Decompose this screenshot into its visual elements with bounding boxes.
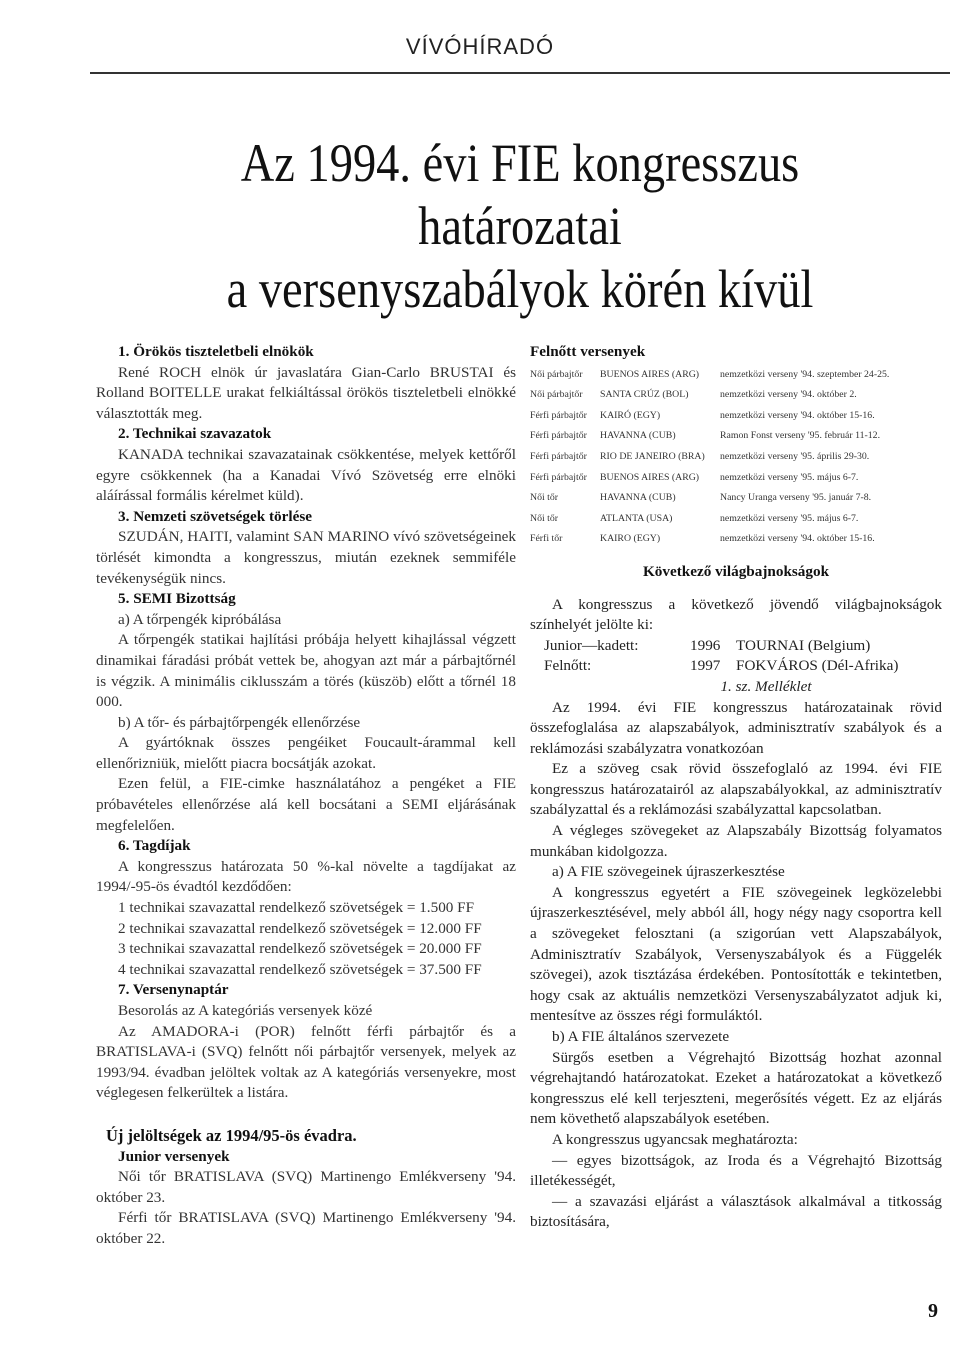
section-6-text: A kongresszus határozata 50 %-kal növelte a tagdíjakat az 1994/-95-ös évadtól kezdődően: xyxy=(96,857,516,896)
adult-event-cat: Női párbajtőr xyxy=(530,368,583,380)
section-7-heading: 7. Versenynaptár xyxy=(118,981,229,999)
annex-dash-item: — egyes bizottságok, az Iroda és a Végrehajtó Bizottság illetékességét, xyxy=(530,1151,942,1190)
adult-event-event: nemzetközi verseny '95. május 6-7. xyxy=(720,512,859,524)
annex-paragraph-2: Ez a szöveg csak rövid összefoglaló az 1994. évi FIE kongresszus határozatairól az alapszabályokkal, az adminisztratív szabályzattal és a reklámozási szabályzattal kapcsolatban. xyxy=(530,760,942,819)
fee-item: 2 technikai szavazattal rendelkező szövetségek = 12.000 FF xyxy=(118,919,482,937)
annex-a-text: A kongresszus egyetért a FIE szövegeinek legközelebbi újraszerkesztésével, mely abból áll, hogy négy nagy csoportra kell a szövegeket felosztani (a szigorúan vett Alapszabályok, Adminisztratív Szabályok, Versenyszabályok és a Függelék szövegei), azok tisztázása érdekében. Pontosították e tekintetben, hogy csak az aktuális nemzetközi Versenyszabályzatot adjuk ki, mentesítve az összes régi formuláktól. xyxy=(530,883,942,1025)
article-title xyxy=(155,132,886,321)
title-line-2: a versenyszabályok körén kívül xyxy=(226,259,814,319)
adult-event-event: nemzetközi verseny '94. október 15-16. xyxy=(720,533,875,545)
adult-event-row xyxy=(530,406,942,427)
adult-event-row xyxy=(530,385,942,406)
adult-event-cat: Női tőr xyxy=(530,512,559,524)
new-candidacies-heading: Új jelöltségek az 1994/95-ös évadra. xyxy=(106,1125,357,1145)
adult-event-event: nemzetközi verseny '94. október 2. xyxy=(720,389,857,401)
running-header: VÍVÓHÍRADÓ xyxy=(405,34,555,59)
section-2-text: KANADA technikai szavazatainak csökkentése, melyek kettőről egyre csökkennek (ha a Kanadai Vívó Szövetség erre elnöki aláírással formális kérelmet küld). xyxy=(96,445,516,505)
adult-event-row xyxy=(530,468,942,489)
adult-event-place: ATLANTA (USA) xyxy=(600,512,673,524)
world-championships-heading: Következő világbajnokságok xyxy=(642,562,830,580)
annex-b-text: Sürgős esetben a Végrehajtó Bizottság hozhat azonnal végrehajtandó határozatokat. Ezeket a határozatokat a következő kongresszus elé kell terjeszteni, megerősítés végett. Ez az eljárás nem követhető alapszabályok esetében. xyxy=(530,1048,942,1128)
section-6-heading: 6. Tagdíjak xyxy=(118,837,191,855)
annex-label: 1. sz. Melléklet xyxy=(720,677,812,695)
title-line-1: Az 1994. évi FIE kongresszus határozatai xyxy=(240,133,800,256)
adult-event-place: KAIRÓ (EGY) xyxy=(600,409,661,421)
world-championships-text: A kongresszus a következő jövendő világbajnokságok színhelyét jelölte ki: xyxy=(530,595,942,634)
annex-b-title: b) A FIE általános szervezete xyxy=(552,1028,730,1045)
junior-event-2: Férfi tőr BRATISLAVA (SVQ) Martinengo Emlékverseny '94. október 22. xyxy=(96,1209,516,1247)
world-championship-row: Felnőtt: 1997 FOKVÁROS (Dél-Afrika) xyxy=(544,657,899,675)
annex-dash-item: — a szavazási eljárást a választások alkalmával a titkosság biztosítására, xyxy=(530,1192,942,1231)
fee-item: 3 technikai szavazattal rendelkező szövetségek = 20.000 FF xyxy=(118,940,482,958)
fee-item: 4 technikai szavazattal rendelkező szövetségek = 37.500 FF xyxy=(118,960,482,978)
adult-event-place: KAIRO (EGY) xyxy=(600,533,661,545)
section-7-text-1: Besorolás az A kategóriás versenyek közé xyxy=(118,1002,373,1019)
adult-event-row xyxy=(530,529,942,550)
section-5a-title: a) A tőrpengék kipróbálása xyxy=(118,610,282,628)
fee-item: 1 technikai szavazattal rendelkező szövetségek = 1.500 FF xyxy=(118,899,475,917)
section-1-text: René ROCH elnök úr javaslatára Gian-Carlo BRUSTAI és Rolland BOITELLE urakat felkiáltással örökös tiszteletbeli elnökké választották meg. xyxy=(96,363,516,422)
section-2-heading: 2. Technikai szavazatok xyxy=(118,425,272,443)
adult-event-place: RIO DE JANEIRO (BRA) xyxy=(600,450,705,462)
header-rule xyxy=(90,72,950,74)
section-7-text-2: Az AMADORA-i (POR) felnőtt férfi párbajtőr és a BRATISLAVA-i (SVQ) felnőtt női párbajtőr versenyek, melyek az 1993/94. évadban jelöltek voltak az A kategóriás versenyekre, most véglegesen felkerültek a listára. xyxy=(96,1022,516,1102)
right-column xyxy=(530,342,942,1233)
annex-a-title: a) A FIE szövegeinek újraszerkesztése xyxy=(552,863,785,881)
section-5b-text-2: Ezen felül, a FIE-cimke használatához a pengéket a FIE próbavételes ellenőrzése alá kell bocsátani a SEMI eljárásának megfelelően. xyxy=(96,775,516,834)
adult-event-cat: Női párbajtőr xyxy=(530,389,583,401)
adult-event-event: nemzetközi verseny '95. április 29-30. xyxy=(720,450,870,462)
world-championship-row: Junior—kadett: 1996 TOURNAI (Belgium) xyxy=(544,636,871,654)
adult-event-place: HAVANNA (CUB) xyxy=(600,492,676,504)
section-5b-title: b) A tőr- és párbajtőrpengék ellenőrzése xyxy=(118,713,361,731)
section-5-heading: 5. SEMI Bizottság xyxy=(118,590,236,608)
annex-b-text-2: A kongresszus ugyancsak meghatározta: xyxy=(552,1130,798,1148)
adult-event-row xyxy=(530,426,942,447)
adult-event-cat: Férfi párbajtőr xyxy=(530,450,587,462)
adult-event-place: BUENOS AIRES (ARG) xyxy=(600,471,700,483)
junior-heading: Junior versenyek xyxy=(118,1147,230,1165)
adult-event-cat: Férfi párbajtőr xyxy=(530,430,587,442)
left-column xyxy=(96,342,516,1250)
adult-event-event: Nancy Uranga verseny '95. január 7-8. xyxy=(720,492,872,504)
section-3-heading: 3. Nemzeti szövetségek törlése xyxy=(118,507,312,525)
adult-event-cat: Férfi párbajtőr xyxy=(530,409,587,421)
section-5b-text-1: A gyártóknak összes pengéiket Foucault-árammal kell ellenőrizniük, mielőtt piacra bocsátják azokat. xyxy=(96,734,516,772)
adult-event-place: BUENOS AIRES (ARG) xyxy=(600,368,700,380)
junior-event-1: Női tőr BRATISLAVA (SVQ) Martinengo Emlékverseny '94. október 23. xyxy=(96,1168,516,1206)
adult-event-cat: Női tőr xyxy=(530,492,559,504)
adult-event-event: nemzetközi verseny '94. szeptember 24-25. xyxy=(720,368,890,380)
adult-event-place: SANTA CRÚZ (BOL) xyxy=(600,389,689,401)
adult-event-row xyxy=(530,365,942,386)
adult-event-cat: Férfi párbajtőr xyxy=(530,471,587,483)
adult-events-table xyxy=(530,365,942,550)
adult-event-row xyxy=(530,509,942,530)
adult-heading: Felnőtt versenyek xyxy=(530,343,646,360)
section-3-text: SZUDÁN, HAITI, valamint SAN MARINO vívó szövetségeinek törlését kimondta a kongresszus, miután ezeknek semmiféle tevékenységük nincs. xyxy=(96,528,516,587)
adult-event-row xyxy=(530,488,942,509)
annex-paragraph-3: A végleges szövegeket az Alapszabály Bizottság folyamatos munkában kidolgozza. xyxy=(530,822,942,860)
section-1-heading: 1. Örökös tiszteletbeli elnökök xyxy=(118,343,314,360)
adult-event-place: HAVANNA (CUB) xyxy=(600,430,676,442)
adult-event-cat: Férfi tőr xyxy=(530,533,563,545)
adult-event-event: nemzetközi verseny '95. május 6-7. xyxy=(720,471,859,483)
section-5a-text: A tőrpengék statikai hajlítási próbája helyett kihajlással végzett dinamikai fáradási próbát vettek be, ahogyan azt már a párbajtőrnél is végzik. A minimális ciklusszám a törés (küszöb) előtt a tőrnél 18 000. xyxy=(96,631,516,711)
adult-event-event: nemzetközi verseny '94. október 15-16. xyxy=(720,409,875,421)
adult-event-event: Ramon Fonst verseny '95. február 11-12. xyxy=(720,430,881,442)
page-number: 9 xyxy=(928,1300,938,1322)
adult-event-row xyxy=(530,447,942,468)
annex-paragraph-1: Az 1994. évi FIE kongresszus határozatainak rövid összefoglalása az alapszabályok, adminisztratív szabályok és a reklámozási szabályzatra vonatkozóan xyxy=(530,698,942,757)
